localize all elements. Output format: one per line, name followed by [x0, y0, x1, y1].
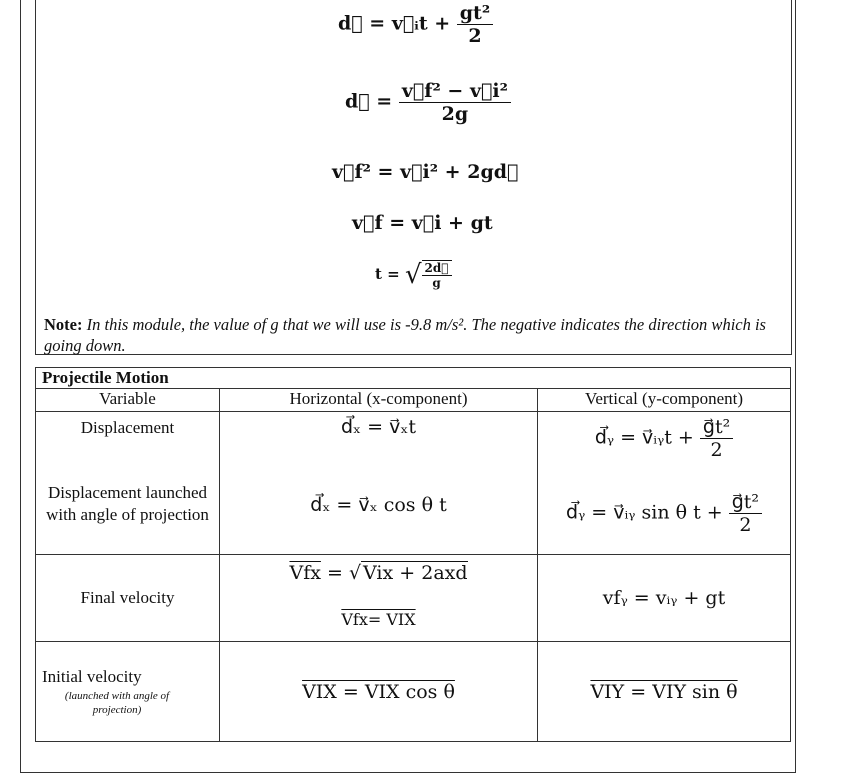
horizontal-final-cell [220, 555, 538, 642]
header-variable: Variable [36, 389, 220, 412]
vertical-angle-denominator: 2 [739, 514, 752, 536]
vertical-angle-numerator: g⃗t² [729, 491, 762, 514]
variable-initial-velocity: Initial velocity [42, 666, 142, 686]
table-row [36, 555, 791, 642]
vertical-fraction [700, 416, 733, 461]
final-velocity-lhs: $\overline{Vfx}$ [289, 562, 321, 584]
vertical-cell [538, 412, 791, 555]
horizontal-displacement-angle: d⃗ₓ = v⃗ₓ cos θ t [310, 494, 447, 516]
equation-velocity-squared: v⃗f² = v⃗i² + 2gd⃗ [332, 161, 519, 183]
horizontal-final-velocity [220, 561, 537, 584]
eq5-fraction [422, 260, 452, 290]
eq2-fraction [399, 80, 511, 125]
header-vertical: Vertical (y-component) [538, 389, 791, 412]
eq2-denominator: 2g [441, 103, 469, 125]
equation-displacement-time [338, 2, 493, 47]
horizontal-initial-cell [220, 642, 538, 742]
final-velocity-eq: = [320, 562, 349, 584]
eq1-fraction [457, 2, 493, 47]
vertical-displacement-angle [538, 491, 790, 536]
note-paragraph [44, 314, 789, 356]
horizontal-final-velocity-alt: Vfx= VIX [341, 610, 416, 629]
vertical-numerator: g⃗t² [700, 416, 733, 439]
vertical-angle-lhs: d⃗ᵧ = v⃗ᵢᵧ sin θ t + [566, 501, 729, 524]
final-velocity-radicand: Vix + 2axd [363, 562, 468, 584]
vertical-displacement [538, 416, 790, 461]
eq2-numerator: v⃗f² − v⃗i² [399, 80, 511, 103]
note-text: In this module, the value of g that we will use is -9.8 m/s². The negative indicates the direction which is going down. [44, 315, 766, 355]
note-label: Note: [44, 315, 83, 334]
vertical-final-velocity: vfᵧ = vᵢᵧ + gt [602, 587, 726, 609]
variable-initial-velocity-cell [36, 642, 220, 742]
variable-final-velocity: Final velocity [36, 555, 220, 642]
sqrt-symbol: √ [404, 260, 422, 290]
header-horizontal: Horizontal (x-component) [220, 389, 538, 412]
vertical-final-cell [538, 555, 791, 642]
horizontal-initial-velocity: VIX = VIX cos θ [302, 680, 455, 703]
vertical-displacement-lhs: d⃗ᵧ = v⃗ᵢᵧt + [594, 426, 700, 449]
table-title: Projectile Motion [36, 368, 791, 389]
vertical-denominator: 2 [710, 439, 723, 461]
horizontal-displacement: d⃗ₓ = v⃗ₓt [340, 416, 417, 438]
eq2-lhs: d⃗ = [345, 90, 393, 113]
eq5-numerator: 2d⃗ [422, 261, 452, 276]
sqrt-icon: √ [348, 562, 362, 584]
eq1-mid: = v⃗ᵢt + [362, 12, 457, 35]
table-row [36, 642, 791, 742]
eq5-denominator: g [432, 276, 441, 290]
eq5-lhs: t = [375, 265, 400, 283]
variable-displacement: Displacement [80, 418, 175, 437]
variable-initial-velocity-note: (launched with angle of projection) [64, 689, 170, 716]
vertical-angle-fraction [729, 491, 762, 536]
equation-displacement-velocity [345, 80, 511, 125]
variable-displacement-angle: Displacement launched with angle of projection [46, 483, 209, 524]
variable-cell [36, 412, 220, 555]
equation-final-velocity: v⃗f = v⃗i + gt [352, 212, 493, 234]
horizontal-cell [220, 412, 538, 555]
projectile-motion-table [35, 367, 791, 742]
vertical-initial-cell [538, 642, 791, 742]
eq1-denominator: 2 [468, 25, 482, 47]
eq1-lhs: d⃗ [338, 12, 363, 35]
eq1-numerator: gt² [457, 2, 493, 25]
vertical-initial-velocity: VIY = VIY sin θ [590, 680, 738, 703]
table-row [36, 412, 791, 555]
equation-time [375, 260, 452, 290]
